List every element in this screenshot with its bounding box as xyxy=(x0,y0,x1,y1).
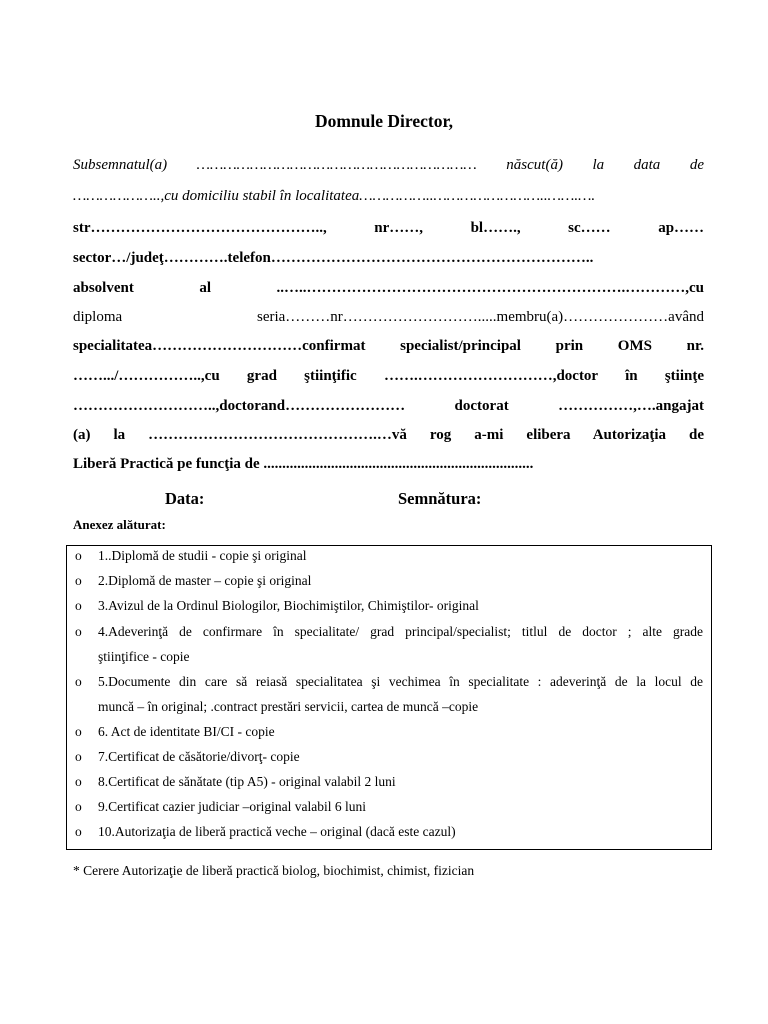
bullet-icon: o xyxy=(75,774,82,789)
bullet-icon: o xyxy=(75,624,82,639)
list-item: o 6. Act de identitate BI/CI - copie xyxy=(67,722,713,742)
bullet-icon: o xyxy=(75,824,82,839)
form-line-9: ………………………..,doctorand…………………… doctorat ……………,….angajat xyxy=(73,398,704,414)
list-item: o 4.Adeverinţă de confirmare în specialitate/ grad principal/specialist; titlul de doctor ; alte grade xyxy=(67,622,713,642)
bullet-icon: o xyxy=(75,674,82,689)
list-item: o 9.Certificat cazier judiciar –original valabil 6 luni xyxy=(67,797,713,817)
form-line-4: sector…/judeţ………….telefon……………………………………………………….. xyxy=(73,250,594,266)
form-line-1: Subsemnatul(a) ……………………………………………………… născut(ă) la data de xyxy=(73,157,704,173)
footnote: * Cerere Autorizaţie de liberă practică biolog, biochimist, chimist, fizician xyxy=(73,863,475,878)
bullet-icon: o xyxy=(75,573,82,588)
date-label: Data: xyxy=(165,489,205,508)
list-item: o 1..Diplomă de studii - copie şi original xyxy=(67,546,713,566)
list-item: o 2.Diplomă de master – copie şi original xyxy=(67,571,713,591)
list-item: o 7.Certificat de căsătorie/divorţ- copie xyxy=(67,747,713,767)
form-line-11: Liberă Practică pe funcţia de ........................................................................ xyxy=(73,456,534,472)
list-item: o 8.Certificat de sănătate (tip A5) - original valabil 2 luni xyxy=(67,772,713,792)
list-item-continuation: ştiinţifice - copie xyxy=(98,649,190,664)
document-title: Domnule Director, xyxy=(314,111,454,131)
list-item: o 5.Documente din care să reiasă specialitatea şi vechimea în specialitate : adeverinţă de la locul de xyxy=(67,672,713,692)
list-item: o 10.Autorizaţia de liberă practică veche – original (dacă este cazul) xyxy=(67,822,713,842)
annex-label: Anexez alăturat: xyxy=(73,517,166,532)
signature-label: Semnătura: xyxy=(398,489,482,508)
bullet-icon: o xyxy=(75,598,82,613)
form-line-7: specialitatea…………………………confirmat specialist/principal prin OMS nr. xyxy=(73,338,704,354)
form-line-2: ………………..,cu domiciliu stabil în localitatea……………..……………………..…….…. xyxy=(73,188,596,204)
form-line-3: str……………………………………….., nr……, bl……., sc…… ap…… xyxy=(73,220,704,236)
bullet-icon: o xyxy=(75,749,82,764)
list-item-continuation: muncă – în original; .contract prestări servicii, cartea de muncă –copie xyxy=(98,699,479,714)
bullet-icon: o xyxy=(75,548,82,563)
annex-list xyxy=(66,545,712,850)
form-line-10: (a) la ……………………………………….…vă rog a-mi elibera Autorizaţia de xyxy=(73,427,704,443)
form-line-8: …….../……………..,cu grad ştiinţific …….………………………,doctor în ştiinţe xyxy=(73,368,704,384)
form-line-6: diploma seria………nr……………………….....membru(a)…………………având xyxy=(73,309,704,325)
list-item: o 3.Avizul de la Ordinul Biologilor, Biochimiştilor, Chimiştilor- original xyxy=(67,596,713,616)
bullet-icon: o xyxy=(75,799,82,814)
form-line-5: absolvent al ..…..……………………………………………………….…………,cu xyxy=(73,280,704,296)
bullet-icon: o xyxy=(75,724,82,739)
